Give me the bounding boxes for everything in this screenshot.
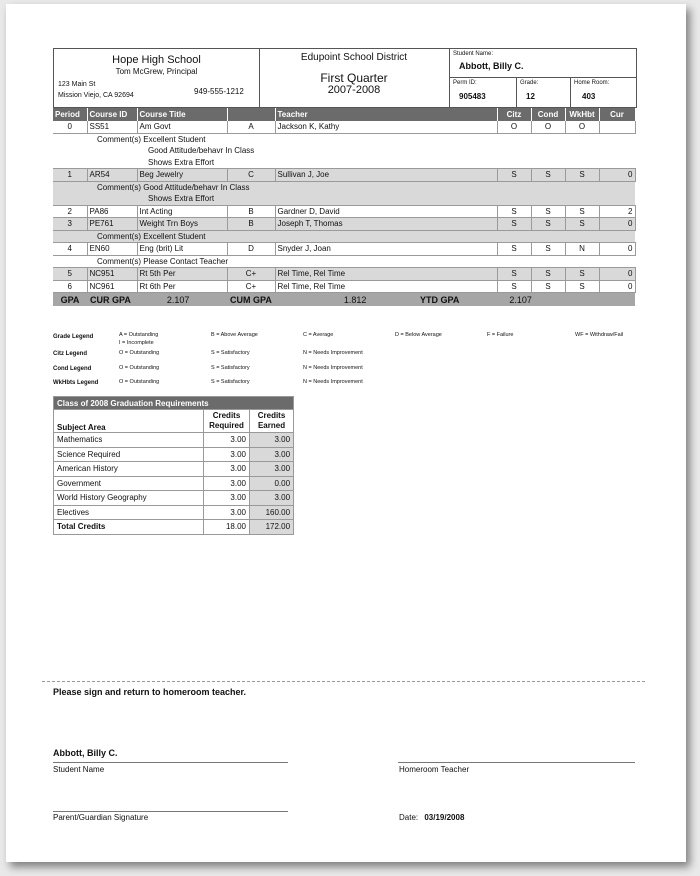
grades-column-header: Citz <box>497 108 531 121</box>
sign-instruction: Please sign and return to homeroom teacher. <box>53 687 247 697</box>
school-year: 2007-2008 <box>327 84 381 96</box>
student-name-signature: Abbott, Billy C. <box>53 748 118 758</box>
requirement-earned: 160.00 <box>250 505 294 520</box>
course-row <box>53 243 635 256</box>
requirement-row <box>54 476 294 491</box>
header-divider <box>449 49 450 107</box>
requirement-required: 3.00 <box>204 433 250 448</box>
requirement-earned: 3.00 <box>250 447 294 462</box>
course-teacher: Sullivan J, Joe <box>275 169 497 182</box>
graduation-title: Class of 2008 Graduation Requirements <box>54 397 294 410</box>
course-course-id: SS51 <box>87 121 137 133</box>
course-mark: B <box>227 218 275 231</box>
requirement-subject: American History <box>54 462 204 477</box>
cum-gpa-value: 1.812 <box>343 294 367 305</box>
course-cur: 2 <box>599 205 635 218</box>
course-citz: S <box>497 205 531 218</box>
cur-gpa-label: CUR GPA <box>90 294 131 305</box>
grade-label: Grade: <box>520 80 539 86</box>
homeroom-teacher-line[interactable] <box>398 762 635 763</box>
course-mark: D <box>227 243 275 256</box>
perm-id: 905483 <box>459 92 486 101</box>
course-title: Rt 6th Per <box>137 280 227 293</box>
report-header <box>53 48 637 108</box>
course-period: 5 <box>53 268 87 281</box>
course-wkhbt: S <box>565 218 599 231</box>
requirement-required: 3.00 <box>204 505 250 520</box>
course-citz: S <box>497 243 531 256</box>
course-cond: S <box>531 268 565 281</box>
course-title: Weight Trn Boys <box>137 218 227 231</box>
course-citz: S <box>497 169 531 182</box>
legend-item: O = Outstanding <box>119 350 160 356</box>
legend-item: N = Needs Improvement <box>303 364 363 371</box>
grades-header-row <box>53 108 635 121</box>
requirement-earned: 0.00 <box>250 476 294 491</box>
course-period: 6 <box>53 280 87 293</box>
course-row <box>53 205 635 218</box>
cond-legend <box>53 365 643 380</box>
course-title: Beg Jewelry <box>137 169 227 182</box>
graduation-header-row <box>54 410 294 433</box>
subject-area-header: Subject Area <box>54 410 204 433</box>
course-citz: S <box>497 268 531 281</box>
course-title: Int Acting <box>137 205 227 218</box>
grades-column-header: Teacher <box>275 108 497 121</box>
course-wkhbt: O <box>565 121 599 133</box>
course-row <box>53 268 635 281</box>
district-name: Edupoint School District <box>300 52 408 63</box>
perm-id-label: Perm ID: <box>453 80 477 86</box>
course-wkhbt: N <box>565 243 599 256</box>
legend-item: N = Needs Improvement <box>303 350 363 356</box>
home-room: 403 <box>582 92 596 101</box>
legend-item: A = Outstanding <box>119 332 159 338</box>
course-period: 1 <box>53 169 87 182</box>
cond-legend-title: Cond Legend <box>53 365 92 372</box>
course-teacher: Gardner D, David <box>275 205 497 218</box>
course-mark: A <box>227 121 275 133</box>
credits-required-header: Credits Required <box>204 410 250 433</box>
credits-earned-header: Credits Earned <box>250 410 294 433</box>
requirement-row <box>54 433 294 448</box>
course-teacher: Jackson K, Kathy <box>275 121 497 133</box>
school-phone: 949-555-1212 <box>194 87 244 96</box>
requirement-subject: World History Geography <box>54 491 204 506</box>
course-title: Rt 5th Per <box>137 268 227 281</box>
course-cur <box>599 121 635 133</box>
course-comment: Comment(s) Excellent Student <box>97 134 206 144</box>
requirement-subject: Government <box>54 476 204 491</box>
parent-signature-line[interactable] <box>53 811 288 812</box>
course-period: 3 <box>53 218 87 231</box>
requirement-required: 3.00 <box>204 476 250 491</box>
term-name: First Quarter <box>320 71 388 85</box>
course-comment: Good Attitude/behavr In Class <box>148 146 255 155</box>
course-period: 0 <box>53 121 87 133</box>
course-cond: S <box>531 243 565 256</box>
cut-line <box>42 681 645 682</box>
grades-column-header: Course ID <box>87 108 137 121</box>
grades-column-header: Course Title <box>137 108 227 121</box>
comment-row <box>53 230 635 243</box>
course-row <box>53 218 635 231</box>
grades-column-header: Period <box>53 108 87 121</box>
requirement-required: 3.00 <box>204 462 250 477</box>
parent-signature-caption: Parent/Guardian Signature <box>53 813 149 822</box>
course-cur: 0 <box>599 169 635 182</box>
requirement-row <box>54 491 294 506</box>
grades-column-header: Cond <box>531 108 565 121</box>
course-period: 4 <box>53 243 87 256</box>
course-course-id: PE761 <box>87 218 137 231</box>
course-comment: Shows Extra Effort <box>148 194 215 203</box>
course-row <box>53 169 635 182</box>
legend-item: C = Average <box>303 332 334 338</box>
date-field <box>399 813 464 822</box>
course-cond: S <box>531 280 565 293</box>
school-address-line2: Mission Viejo, CA 92694 <box>58 92 134 99</box>
course-title: Am Govt <box>137 121 227 133</box>
student-info-divider <box>570 77 571 107</box>
course-comment: Comment(s) Good Attitude/behavr In Class <box>97 182 250 192</box>
wkhbt-legend-title: WkHbts Legend <box>53 380 99 386</box>
course-mark: C+ <box>227 280 275 293</box>
legend-item: O = Outstanding <box>119 379 160 385</box>
course-cur: 0 <box>599 280 635 293</box>
total-credits-label: Total Credits <box>54 520 204 535</box>
course-cur: 0 <box>599 218 635 231</box>
course-comment: Shows Extra Effort <box>148 157 215 167</box>
course-course-id: AR54 <box>87 169 137 182</box>
course-teacher: Joseph T, Thomas <box>275 218 497 231</box>
requirement-row <box>54 447 294 462</box>
date-value: 03/19/2008 <box>424 813 465 822</box>
legend-item: B = Above Average <box>211 332 258 338</box>
course-course-id: PA86 <box>87 205 137 218</box>
cur-gpa-value: 2.107 <box>166 294 190 305</box>
graduation-requirements-table <box>53 396 294 535</box>
comment-row <box>53 255 635 268</box>
student-info-divider <box>450 77 636 78</box>
grade-legend <box>53 332 643 350</box>
comment-row <box>53 133 635 169</box>
course-cond: O <box>531 121 565 133</box>
principal-name: Tom McGrew, Principal <box>115 67 198 76</box>
requirement-row <box>54 462 294 477</box>
student-name-caption: Student Name <box>53 765 105 774</box>
grades-column-header: Cur <box>599 108 635 121</box>
requirement-required: 3.00 <box>204 447 250 462</box>
home-room-label: Home Room: <box>574 80 610 86</box>
grade-level: 12 <box>526 92 535 101</box>
course-mark: C+ <box>227 268 275 281</box>
course-cur: 0 <box>599 268 635 281</box>
course-wkhbt: S <box>565 268 599 281</box>
student-info-divider <box>516 77 517 107</box>
legends <box>53 332 643 394</box>
grades-column-header: WkHbt <box>565 108 599 121</box>
course-mark: C <box>227 169 275 182</box>
legend-item: S = Satisfactory <box>211 379 250 385</box>
course-period: 2 <box>53 205 87 218</box>
requirement-earned: 3.00 <box>250 462 294 477</box>
legend-item: D = Below Average <box>395 332 442 338</box>
course-comment: Comment(s) Please Contact Teacher <box>97 256 229 266</box>
citz-legend-title: Citz Legend <box>53 351 87 357</box>
wkhbt-legend <box>53 379 643 394</box>
legend-item: O = Outstanding <box>119 364 160 371</box>
course-citz: S <box>497 280 531 293</box>
course-course-id: NC951 <box>87 268 137 281</box>
grade-legend-title: Grade Legend <box>53 334 94 340</box>
gpa-row <box>53 293 635 307</box>
requirement-subject: Mathematics <box>54 433 204 448</box>
total-credits-row <box>54 520 294 535</box>
grades-table <box>53 108 636 306</box>
course-row <box>53 280 635 293</box>
legend-item: S = Satisfactory <box>211 364 250 371</box>
course-wkhbt: S <box>565 280 599 293</box>
legend-item: N = Needs Improvement <box>303 379 363 385</box>
school-name: Hope High School <box>112 54 201 66</box>
legend-item: S = Satisfactory <box>211 350 250 356</box>
report-card-page <box>6 4 686 862</box>
course-citz: S <box>497 218 531 231</box>
total-credits-earned: 172.00 <box>250 520 294 535</box>
course-course-id: EN60 <box>87 243 137 256</box>
course-citz: O <box>497 121 531 133</box>
course-mark: B <box>227 205 275 218</box>
requirement-row <box>54 505 294 520</box>
legend-item: F = Failure <box>487 332 514 338</box>
comment-row <box>53 181 635 205</box>
cum-gpa-label: CUM GPA <box>230 294 272 305</box>
course-wkhbt: S <box>565 169 599 182</box>
course-teacher: Rel Time, Rel Time <box>275 268 497 281</box>
student-name: Abbott, Billy C. <box>459 61 524 71</box>
legend-item: WF = Withdraw/Fail <box>575 332 624 338</box>
course-cond: S <box>531 205 565 218</box>
course-course-id: NC961 <box>87 280 137 293</box>
requirement-earned: 3.00 <box>250 491 294 506</box>
course-row <box>53 121 635 133</box>
course-cur: 0 <box>599 243 635 256</box>
course-cond: S <box>531 169 565 182</box>
ytd-gpa-label: YTD GPA <box>420 294 460 305</box>
total-credits-required: 18.00 <box>204 520 250 535</box>
course-teacher: Rel Time, Rel Time <box>275 280 497 293</box>
homeroom-teacher-caption: Homeroom Teacher <box>399 765 470 774</box>
student-name-label: Student Name: <box>453 51 494 57</box>
requirement-subject: Science Required <box>54 447 204 462</box>
student-name-line <box>53 762 288 763</box>
ytd-gpa-value: 2.107 <box>509 294 532 305</box>
course-teacher: Snyder J, Joan <box>275 243 497 256</box>
course-cond: S <box>531 218 565 231</box>
requirement-subject: Electives <box>54 505 204 520</box>
date-label: Date: <box>399 813 419 822</box>
gpa-label: GPA <box>53 293 87 307</box>
requirement-required: 3.00 <box>204 491 250 506</box>
course-title: Eng (brit) Lit <box>137 243 227 256</box>
course-comment: Comment(s) Excellent Student <box>97 231 206 241</box>
grades-column-header <box>227 108 275 121</box>
course-wkhbt: S <box>565 205 599 218</box>
school-address-line1: 123 Main St <box>58 81 96 88</box>
citz-legend <box>53 350 643 365</box>
requirement-earned: 3.00 <box>250 433 294 448</box>
legend-item: I = Incomplete <box>119 340 154 346</box>
